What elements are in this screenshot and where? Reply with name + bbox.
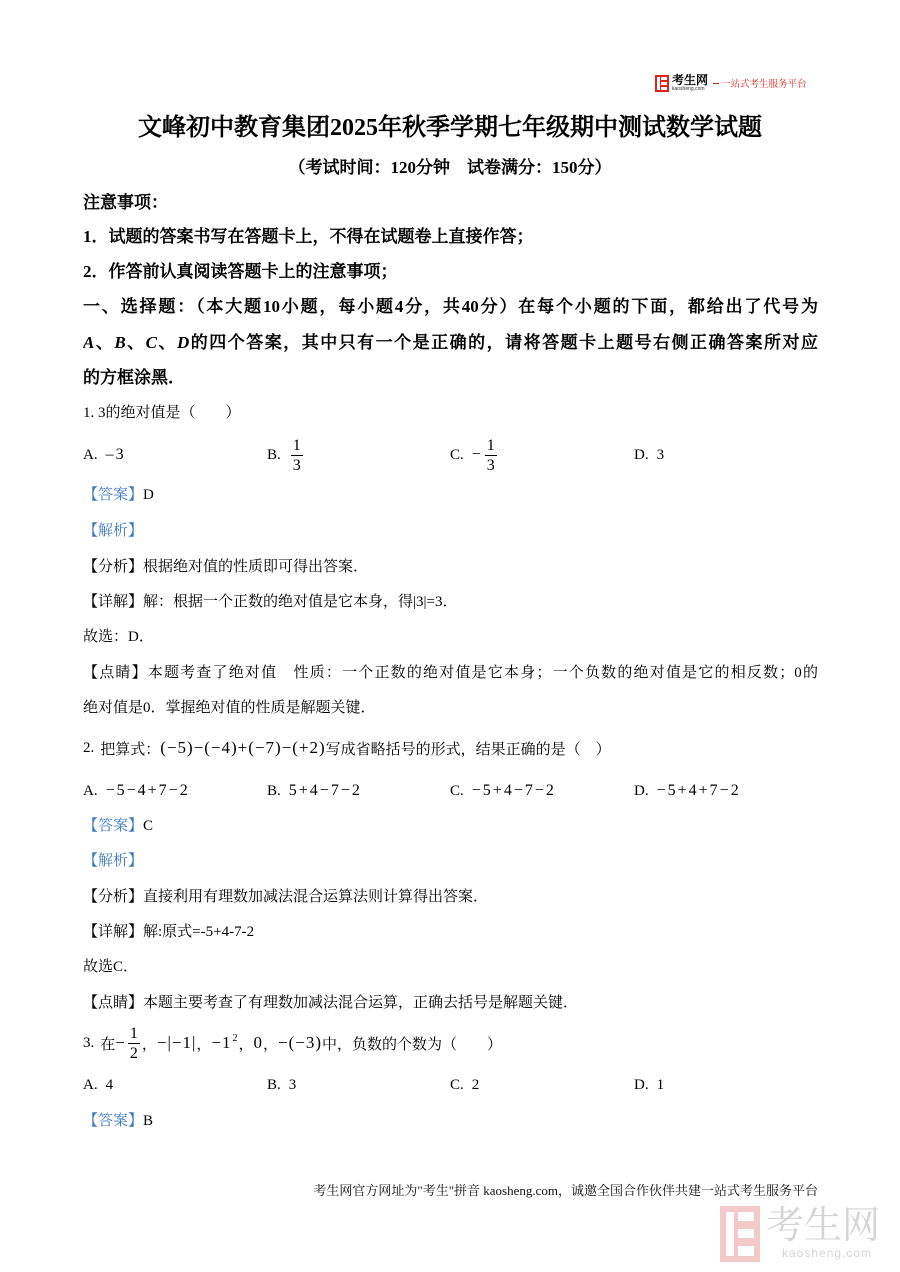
analysis-text: 直接利用有理数加减法混合运算法则计算得出答案． <box>143 889 489 905</box>
answer-label: 【答案】 <box>83 1113 144 1129</box>
option-value: 1 <box>656 1076 665 1093</box>
option-letter-a: A <box>83 333 95 352</box>
question-number: 3. <box>83 1034 95 1051</box>
stem-expression: (−5)−(−4)+(−7)−(+2) <box>160 738 326 757</box>
stem-suffix: 写成省略括号的形式，结果正确的是（ ） <box>325 741 611 758</box>
fraction <box>291 437 303 474</box>
q3-option-c <box>450 1065 479 1105</box>
fraction-numerator: 1 <box>486 436 495 454</box>
detail-label: 【详解】 <box>83 924 144 940</box>
watermark-domain: kaosheng.com <box>782 1246 873 1260</box>
option-label: D. <box>634 782 649 799</box>
q1-detail <box>83 592 457 612</box>
header-logo <box>655 73 807 93</box>
detail-label: 【详解】 <box>83 594 144 610</box>
q2-answer <box>83 816 153 836</box>
stem-suffix: 中，负数的个数为（ ） <box>322 1036 503 1053</box>
q2-option-c <box>450 771 556 811</box>
kaosheng-watermark-icon <box>720 1206 760 1262</box>
option-value: −5+4−7−2 <box>471 782 556 799</box>
logo-slogan: 一站式考生服务平台 <box>721 79 807 90</box>
q1-options <box>0 435 900 475</box>
option-label: B. <box>267 446 281 463</box>
q3-option-a <box>83 1065 113 1105</box>
q3-option-d <box>634 1065 664 1105</box>
q1-comment-line-2: 绝对值是0．掌握绝对值的性质是解题关键． <box>83 700 376 716</box>
q2-conclusion: 故选C． <box>83 959 139 975</box>
option-label: B. <box>267 1076 281 1093</box>
option-letter-b: B <box>114 333 126 352</box>
notice-item-1: 1．试题的答案书写在答题卡上，不得在试题卷上直接作答； <box>83 227 534 246</box>
fraction-numerator: 1 <box>129 1024 138 1042</box>
option-value: 4 <box>105 1076 114 1093</box>
option-value: −5+4+7−2 <box>656 782 741 799</box>
letter-separator: 、 <box>125 333 146 352</box>
power-base: −1 <box>211 1033 232 1052</box>
q3-options <box>0 1065 900 1105</box>
logo-slogan-divider <box>713 83 719 84</box>
fraction <box>485 437 497 474</box>
option-value: 2 <box>471 1076 480 1093</box>
option-label: B. <box>267 782 281 799</box>
q2-detail <box>83 922 254 942</box>
option-label: A. <box>83 446 98 463</box>
q3-stem <box>83 1023 502 1063</box>
fraction-numerator: 1 <box>292 436 301 454</box>
fraction <box>128 1025 140 1062</box>
q3-answer <box>83 1111 153 1131</box>
stem-separator: ， <box>262 1036 278 1053</box>
detail-text: 解:原式=-5+4-7-2 <box>143 924 255 940</box>
q1-analysis-heading: 【解析】 <box>83 523 144 539</box>
q2-comment <box>83 993 578 1013</box>
option-label: C. <box>450 782 464 799</box>
fraction-denominator: 3 <box>486 456 495 474</box>
fraction-sign: − <box>115 1033 126 1052</box>
analysis-label: 【分析】 <box>83 559 144 575</box>
q2-options <box>0 771 900 811</box>
option-label: A. <box>83 1076 98 1093</box>
answer-label: 【答案】 <box>83 487 144 503</box>
comment-text: 本题考查了绝对值 性质：一个正数的绝对值是它本身；一个负数的绝对值是它的相反数；0的 <box>147 665 818 681</box>
stem-expression-3 <box>211 1033 238 1053</box>
q1-answer <box>83 485 154 505</box>
logo-brand-name: 考生网 <box>672 73 709 87</box>
option-label: C. <box>450 1076 464 1093</box>
q1-conclusion: 故选：D． <box>83 629 154 645</box>
q2-analysis <box>83 887 488 907</box>
exam-title: 文峰初中教育集团2025年秋季学期七年级期中测试数学试题 <box>138 115 762 141</box>
watermark-brand: 考生网 <box>766 1205 881 1247</box>
q2-option-d <box>634 771 741 811</box>
option-label: D. <box>634 1076 649 1093</box>
option-value: 3 <box>288 1076 297 1093</box>
detail-text: 解：根据一个正数的绝对值是它本身，得|3|=3． <box>143 594 458 610</box>
section-intro-line-3: 的方框涂黑． <box>83 368 185 387</box>
answer-label: 【答案】 <box>83 818 144 834</box>
stem-separator: ， <box>141 1036 157 1053</box>
analysis-label: 【分析】 <box>83 889 144 905</box>
option-value: –3 <box>105 446 126 463</box>
q2-option-b <box>267 771 362 811</box>
q1-stem: 1. 3的绝对值是（ ） <box>83 405 241 421</box>
q1-analysis <box>83 557 368 577</box>
notice-item-2: 2．作答前认真阅读答题卡上的注意事项； <box>83 262 398 281</box>
page-footer: 考生网官方网址为"考生"拼音 kaosheng.com，诚邀全国合作伙伴共建一站式考生服务平台 <box>313 1183 818 1198</box>
q1-option-c <box>450 435 499 475</box>
option-value: 3 <box>656 446 665 463</box>
option-label: A. <box>83 782 98 799</box>
stem-expression-5: −(−3) <box>278 1033 322 1052</box>
option-label: D. <box>634 446 649 463</box>
comment-text: 本题主要考查了有理数加减法混合运算，正确去括号是解题关键． <box>143 995 579 1011</box>
question-number: 2. <box>83 739 95 756</box>
option-label: C. <box>450 446 464 463</box>
q1-option-a <box>83 435 126 475</box>
stem-prefix: 在 <box>100 1036 116 1053</box>
letter-separator: 、 <box>94 333 115 352</box>
section-intro-line-1: 一、选择题：（本大题10小题，每小题4分，共40分）在每个小题的下面，都给出了代号为 <box>83 297 818 316</box>
fraction-denominator: 3 <box>292 456 301 474</box>
kaosheng-logo-icon <box>655 75 669 92</box>
answer-value: C <box>143 818 154 834</box>
q3-option-b <box>267 1065 296 1105</box>
stem-expression-2: −|−1| <box>156 1033 197 1052</box>
option-letter-d: D <box>176 333 190 352</box>
letter-separator: 、 <box>157 333 177 352</box>
analysis-text: 根据绝对值的性质即可得出答案． <box>143 559 369 575</box>
comment-label: 【点睛】 <box>83 995 144 1011</box>
answer-value: B <box>143 1113 154 1129</box>
q1-comment-line-1 <box>83 663 818 683</box>
stem-expression-4: 0 <box>253 1033 263 1052</box>
q2-option-a <box>83 771 190 811</box>
q1-option-d <box>634 435 664 475</box>
fraction-sign: − <box>471 446 483 463</box>
fraction-denominator: 2 <box>129 1044 138 1062</box>
stem-separator: ， <box>238 1036 254 1053</box>
comment-label: 【点睛】 <box>83 665 148 681</box>
exam-subtitle: （考试时间：120分钟 试卷满分：150分） <box>288 158 612 177</box>
answer-value: D <box>143 487 154 503</box>
option-value: 5+4−7−2 <box>288 782 362 799</box>
logo-domain: kaosheng.com <box>672 86 705 92</box>
option-value: −5−4+7−2 <box>105 782 190 799</box>
q2-stem <box>83 736 611 760</box>
section-intro-line-2 <box>83 331 818 355</box>
notice-heading: 注意事项： <box>83 193 168 212</box>
power-exponent: 2 <box>232 1033 239 1044</box>
q1-option-b <box>267 435 305 475</box>
watermark <box>720 1204 890 1266</box>
option-letter-c: C <box>145 333 157 352</box>
section-intro-line-2-rest: 的四个答案，其中只有一个是正确的，请将答题卡上题号右侧正确答案所对应 <box>189 333 818 352</box>
logo-brand-block <box>672 74 708 92</box>
q2-analysis-heading: 【解析】 <box>83 853 144 869</box>
stem-prefix: 把算式： <box>100 741 161 758</box>
stem-separator: ， <box>196 1036 212 1053</box>
